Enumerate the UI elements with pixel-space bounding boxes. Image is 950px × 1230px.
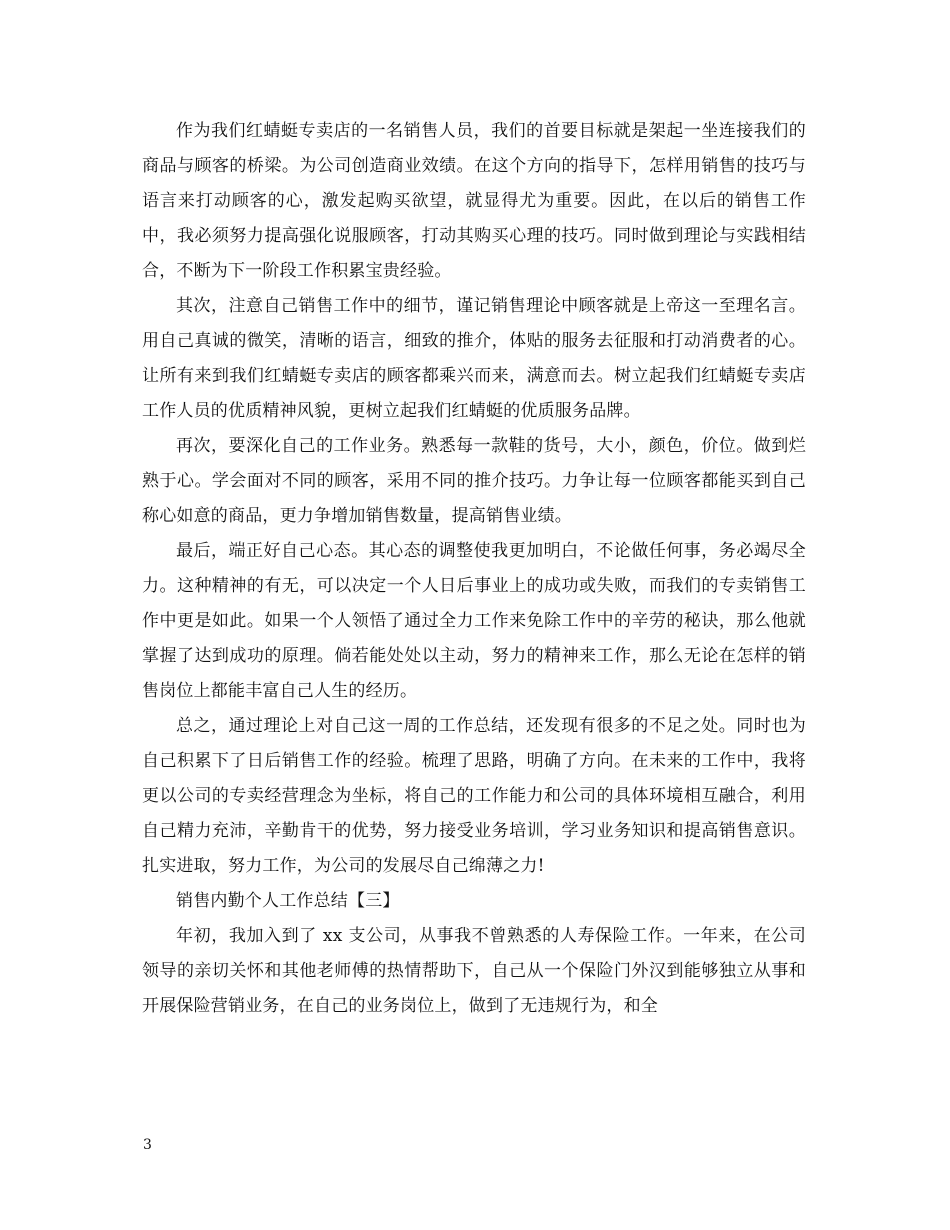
paragraph-sales-goal: 作为我们红蜻蜓专卖店的一名销售人员，我们的首要目标就是架起一坐连接我们的商品与顾客的桥梁。为公司创造商业效绩。在这个方向的指导下，怎样用销售的技巧与语言来打动顾客的心，激发起购买欲望，就显得尤为重要。因此，在以后的销售工作中，我必须努力提高强化说服顾客，打动其购买心理的技巧。同时做到理论与实践相结合，不断为下一阶段工作积累宝贵经验。 bbox=[142, 121, 806, 281]
paragraph-insurance-intro: 年初，我加入到了 xx 支公司，从事我不曾熟悉的人寿保险工作。一年来，在公司领导的亲切关怀和其他老师傅的热情帮助下，自己从一个保险门外汉到能够独立从事和开展保险营销业务，在自己的业务岗位上，做到了无违规行为，和全 bbox=[142, 926, 806, 1016]
paragraph-attitude: 最后，端正好自己心态。其心态的调整使我更加明白，不论做任何事，务必竭尽全力。这种精神的有无，可以决定一个人日后事业上的成功或失败，而我们的专卖销售工作中更是如此。如果一个人领悟了通过全力工作来免除工作中的辛劳的秘诀，那么他就掌握了达到成功的原理。倘若能处处以主动，努力的精神来工作，那么无论在怎样的销售岗位上都能丰富自己人生的经历。 bbox=[142, 541, 806, 701]
paragraph-summary: 总之，通过理论上对自己这一周的工作总结，还发现有很多的不足之处。同时也为自己积累下了日后销售工作的经验。梳理了思路，明确了方向。在未来的工作中，我将更以公司的专卖经营理念为坐标，将自己的工作能力和公司的具体环境相互融合，利用自己精力充沛，辛勤肯干的优势，努力接受业务培训，学习业务知识和提高销售意识。扎实进取，努力工作，为公司的发展尽自己绵薄之力! bbox=[142, 716, 806, 876]
document-body bbox=[142, 114, 806, 1024]
page-number: 3 bbox=[143, 1137, 152, 1153]
section-heading: 销售内勤个人工作总结【三】 bbox=[176, 891, 400, 911]
paragraph-deepen-business: 再次，要深化自己的工作业务。熟悉每一款鞋的货号，大小，颜色，价位。做到烂熟于心。学会面对不同的顾客，采用不同的推介技巧。力争让每一位顾客都能买到自己称心如意的商品，更力争增加销售数量，提高销售业绩。 bbox=[142, 436, 806, 526]
paragraph-details: 其次，注意自己销售工作中的细节，谨记销售理论中顾客就是上帝这一至理名言。用自己真诚的微笑，清晰的语言，细致的推介，体贴的服务去征服和打动消费者的心。让所有来到我们红蜻蜓专卖店的顾客都乘兴而来，满意而去。树立起我们红蜻蜓专卖店工作人员的优质精神风貌，更树立起我们红蜻蜓的优质服务品牌。 bbox=[142, 296, 806, 421]
